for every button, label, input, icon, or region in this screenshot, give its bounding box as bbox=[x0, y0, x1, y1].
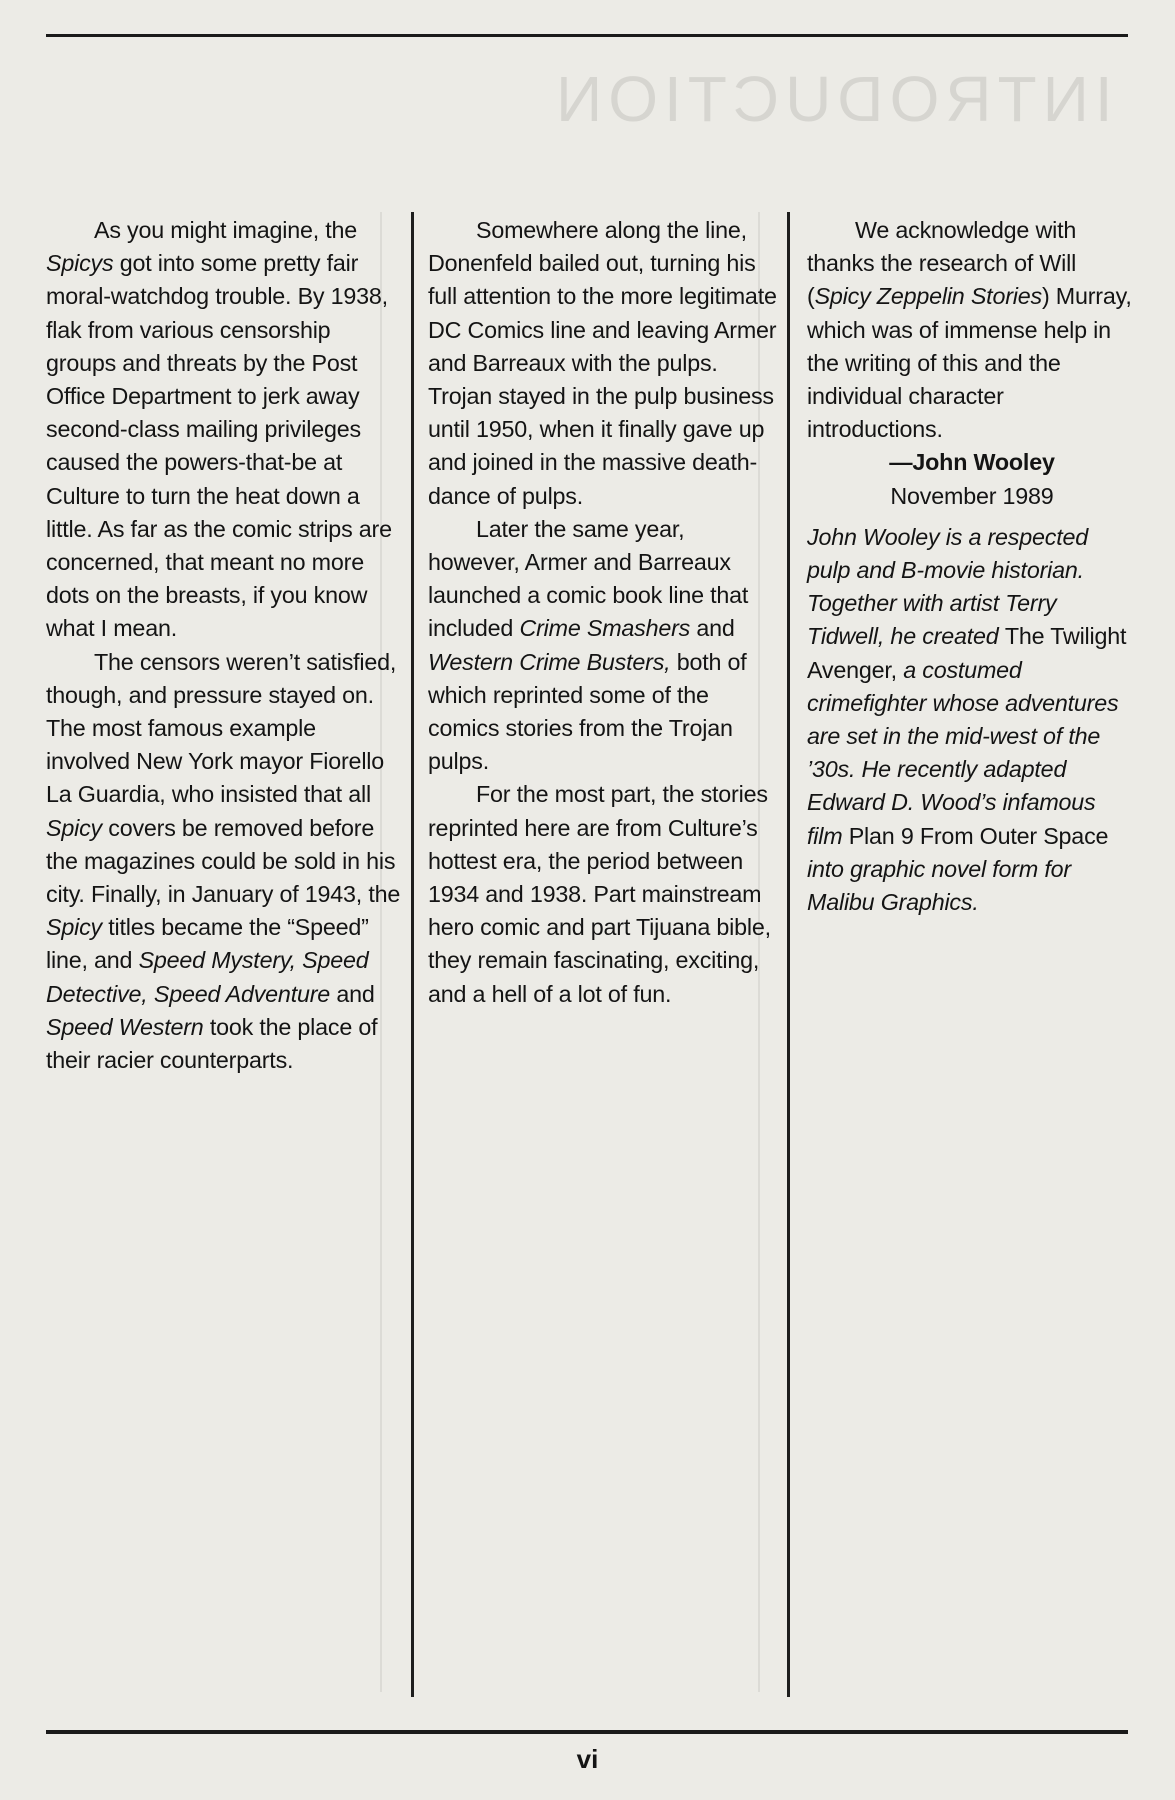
signature-date: November 1989 bbox=[890, 482, 1054, 509]
text-run: The Twilight Avenger, bbox=[807, 623, 1127, 683]
text-run: The censors weren’t satisfied, though, and pressure stayed on. The most famous example involved New York mayor Fiorello La Guardia, who insisted that all bbox=[46, 648, 397, 808]
italic-text: Crime Smashers bbox=[519, 615, 691, 642]
top-rule bbox=[46, 34, 1128, 37]
text-run: ) Murray, which was of immense help in the writing of this and the individual character introductions. bbox=[807, 283, 1132, 443]
text-run: As you might imagine, the bbox=[94, 217, 358, 243]
text-run: Later the same year, however, Armer and Barreaux launched a comic book line that included bbox=[428, 515, 749, 642]
text-column-2 bbox=[428, 214, 778, 1011]
italic-text: into graphic novel form for Malibu Graphics. bbox=[807, 855, 1071, 916]
text-run: and bbox=[690, 615, 735, 642]
page-number: vi bbox=[576, 1744, 599, 1774]
bottom-rule bbox=[46, 1730, 1128, 1734]
italic-text: Spicy bbox=[46, 914, 102, 941]
text-run: covers be removed before the magazines could be sold in his city. Finally, in January of 1943, the bbox=[46, 814, 401, 908]
text-column-1 bbox=[46, 214, 401, 1077]
author-bio bbox=[807, 521, 1137, 919]
italic-text: Spicy Zeppelin Stories bbox=[814, 283, 1042, 310]
column-divider bbox=[787, 212, 790, 1697]
italic-text: a costumed crimefighter whose adventures are set in the mid-west of the ’30s. He recently adapted Edward D. Wood’s infamous film bbox=[807, 656, 1119, 849]
text-run: took the place of their racier counterparts. bbox=[46, 1013, 378, 1074]
italic-text: Spicy bbox=[46, 814, 102, 841]
paragraph bbox=[46, 214, 401, 646]
column-divider bbox=[411, 212, 414, 1697]
text-run: titles became the “Speed” line, and bbox=[46, 914, 369, 974]
text-run: For the most part, the stories reprinted here are from Culture’s hottest era, the period between 1934 and 1938. Part mainstream hero comic and part Tijuana bible, they remain fascinating, exciting, and a hell of a lot of fun. bbox=[428, 781, 771, 1007]
italic-text: Speed Western bbox=[46, 1013, 204, 1040]
italic-text: Western Crime Busters, bbox=[428, 648, 671, 675]
text-run: and bbox=[330, 980, 375, 1007]
paragraph bbox=[46, 646, 401, 1078]
paragraph bbox=[428, 214, 778, 513]
text-run: both of which reprinted some of the comics stories from the Trojan pulps. bbox=[428, 648, 747, 775]
paragraph bbox=[807, 214, 1137, 446]
paragraph bbox=[428, 778, 778, 1010]
text-column-3 bbox=[807, 214, 1137, 919]
text-run: Somewhere along the line, Donenfeld bailed out, turning his full attention to the more legitimate DC Comics line and leaving Armer and Barreaux with the pulps. Trojan stayed in the pulp business until 1950, when it finally gave up and joined in the massive death-dance of pulps. bbox=[428, 217, 777, 509]
italic-text: John Wooley is a respected pulp and B-movie historian. Together with artist Terry Tidwell, he created bbox=[807, 523, 1088, 650]
text-run: Plan 9 From Outer Space bbox=[848, 822, 1109, 849]
paragraph bbox=[428, 513, 778, 779]
text-run: got into some pretty fair moral-watchdog trouble. By 1938, flak from various censorship groups and threats by the Post Office Department to jerk away second-class mailing privileges caused the powers-that-be at Culture to turn the heat down a little. As far as the comic strips are concerned, that meant no more dots on the breasts, if you know what I mean. bbox=[46, 250, 392, 642]
italic-text: Speed Mystery, Speed Detective, Speed Adventure bbox=[46, 947, 369, 1007]
text-run: We acknowledge with thanks the research of Will ( bbox=[807, 217, 1077, 310]
author-signature: —John Wooley bbox=[889, 449, 1055, 476]
bleed-through-title: INTRODUCTION bbox=[550, 63, 1113, 135]
italic-text: Spicys bbox=[46, 250, 114, 277]
